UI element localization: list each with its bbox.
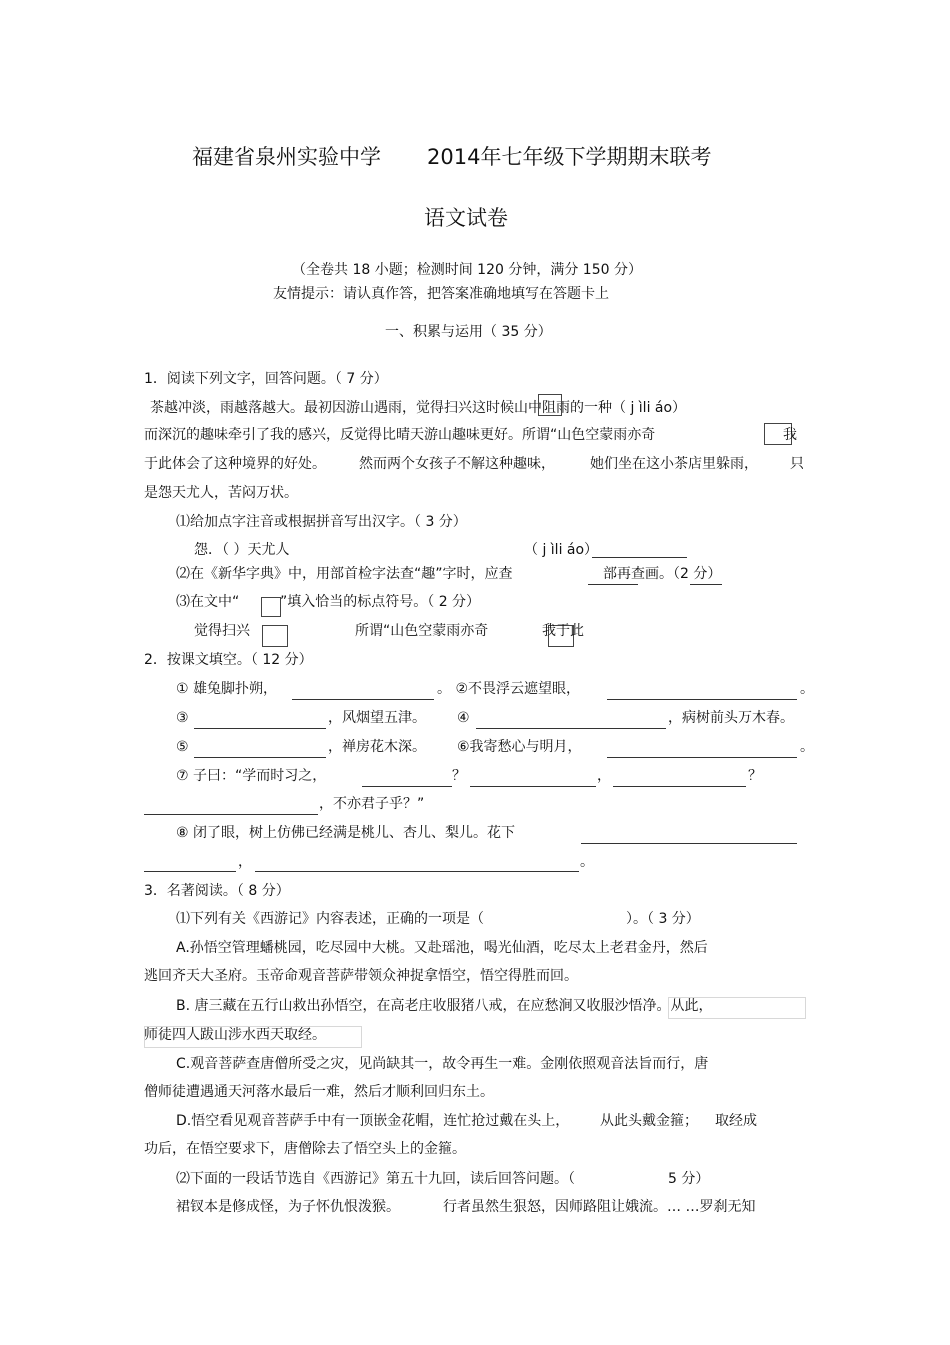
tip: 友情提示：请认真作答，把答案准确地填写在答题卡上 [273,286,609,302]
q1-sub3-d: 所谓“山色空蒙雨亦奇 [355,623,489,639]
q1-sub3-e: 我于此 [542,623,584,639]
q3-sub1: ⑴下列有关《西游记》内容表述，正确的一项是（ [176,911,484,927]
q1-sub3-c: 觉得扫兴 [194,623,250,639]
q1-sub1: ⑴给加点字注音或根据拼音写出汉字。（ 3 分） [176,514,467,530]
answer-blank[interactable] [613,786,746,787]
q3-option-c-cont: 僧师徒遭遇通天河落水最后一难，然后才顺利回归东土。 [144,1084,494,1100]
q1-passage-text: 她们坐在这小茶店里躲雨， [590,456,758,472]
q3-sub2: ⑵下面的一段话节选自《西游记》第五十九回，读后回答问题。（ [176,1171,575,1187]
q1-passage-text: 然而两个女孩子不解这种趣味， [359,456,555,472]
answer-blank[interactable] [607,699,797,700]
q1-passage-text: 只 [790,456,804,472]
exam-meta: （全卷共 18 小题；检测时间 120 分钟，满分 150 分） [292,262,642,278]
q2-item: ⑤ [176,739,189,755]
q3-excerpt: 裙钗本是修成怪，为子怀仇恨泼猴。 [176,1199,400,1215]
q2-mark: ， [238,854,252,870]
q2-item-end: 。 [580,854,594,870]
q2-item-end: 。 [800,739,814,755]
answer-blank[interactable] [194,757,326,758]
q3-excerpt-cont: 行者虽然生狠怒，因师路阻让娥流。… …罗刹无知 [443,1199,756,1215]
q1-passage-text: 我 [783,427,797,443]
answer-blank[interactable] [592,557,687,558]
q3-option-b-cont: 师徒四人跋山涉水西天取经。 [144,1027,326,1043]
q2-item: ，风烟望五津。 [328,710,426,726]
section-heading: 一、积累与运用（ 35 分） [385,324,552,340]
answer-blank[interactable] [362,786,452,787]
q2-mark: ， [597,768,611,784]
title-exam: 2014年七年级下学期期末联考 [427,145,712,169]
q1-sub3-b: ”填入恰当的标点符号。（ 2 分） [280,594,481,610]
q3-option-d-b: 从此头戴金箍； [600,1113,698,1129]
q3-sub1-b: ）。（ 3 分） [626,911,700,927]
answer-blank[interactable] [144,871,236,872]
q1-passage-line: 茶越冲淡，雨越落越大。最初因游山遇雨，觉得扫兴这时候山中阻雨的一种（ j ìli áo） [150,400,687,416]
q2-item: ⑧ 闭了眼，树上仿佛已经满是桃儿、杏儿、梨儿。花下 [176,825,515,841]
answer-blank[interactable] [588,584,638,585]
answer-blank[interactable] [255,871,579,872]
q1-sub3: ⑶在文中“ [176,594,240,610]
q2-mark: ？ [452,768,466,784]
q3-option-d-cont: 功后，在悟空要求下，唐僧除去了悟空头上的金箍。 [144,1141,466,1157]
q2-item: ④ [457,710,470,726]
q2-item: ③ [176,710,189,726]
answer-box[interactable] [261,597,281,617]
answer-box[interactable] [538,394,562,416]
answer-blank[interactable] [292,699,434,700]
answer-blank[interactable] [690,584,722,585]
q3-sub2-b: 5 分） [668,1171,710,1187]
answer-blank[interactable] [581,843,797,844]
answer-blank[interactable] [607,757,797,758]
q2-item: 。 ②不畏浮云遮望眼， [437,681,581,697]
q2-item: ⑥我寄愁心与明月， [457,739,582,755]
answer-box[interactable] [262,625,288,647]
q3-heading: 3．名著阅读。（ 8 分） [144,883,290,899]
q1-passage-line: 是怨天尤人，苦闷万状。 [144,485,298,501]
q1-heading: 1．阅读下列文字，回答问题。（ 7 分） [144,371,388,387]
q3-option-d-c: 取经成 [715,1113,757,1129]
q1-passage-line: 而深沉的趣味牵引了我的感兴，反觉得比晴天游山趣味更好。所谓“山色空蒙雨亦奇 [144,427,656,443]
answer-blank[interactable] [194,728,326,729]
subtitle: 语文试卷 [424,206,508,230]
q1-sub2: ⑵在《新华字典》中，用部首检字法查“趣”字时，应查 [176,566,513,582]
q2-item: ，病树前头万木春。 [668,710,794,726]
answer-blank[interactable] [144,814,318,815]
q2-item: ，不亦君子乎？” [319,796,425,812]
q2-item-end: 。 [800,681,814,697]
answer-blank[interactable] [470,786,596,787]
q3-option-a: A.孙悟空管理蟠桃园，吃尽园中大桃。又赴瑶池，喝光仙酒，吃尽太上老君金丹，然后 [176,940,708,956]
q2-item: ⑦ 子曰：“学而时习之， [176,768,327,784]
q1-passage-line: 于此体会了这种境界的好处。 [144,456,326,472]
q3-option-d: D.悟空看见观音菩萨手中有一顶嵌金花帽，连忙抢过戴在头上， [176,1113,570,1129]
q1-sub1-a: 怨．（ ）天尤人 [194,542,290,558]
q2-item: ，禅房花木深。 [328,739,426,755]
q2-item: ① 雄兔脚扑朔， [176,681,278,697]
q2-heading: 2．按课文填空。（ 12 分） [144,652,313,668]
q1-sub1-b: （ j ìli áo） [524,542,599,558]
q1-sub2-b: 部再查画。（2 分） [603,566,722,582]
title-school: 福建省泉州实验中学 [192,145,381,169]
q3-option-b: B. 唐三藏在五行山救出孙悟空，在高老庄收服猪八戒，在应愁涧又收服沙悟净。从此， [176,998,713,1014]
q3-option-c: C.观音菩萨查唐僧所受之灾，见尚缺其一，故令再生一难。金刚依照观音法旨而行，唐 [176,1056,709,1072]
answer-blank[interactable] [476,728,666,729]
q2-mark: ？ [748,768,762,784]
q3-option-a-cont: 逃回齐天大圣府。玉帝命观音菩萨带领众神捉拿悟空，悟空得胜而回。 [144,968,578,984]
